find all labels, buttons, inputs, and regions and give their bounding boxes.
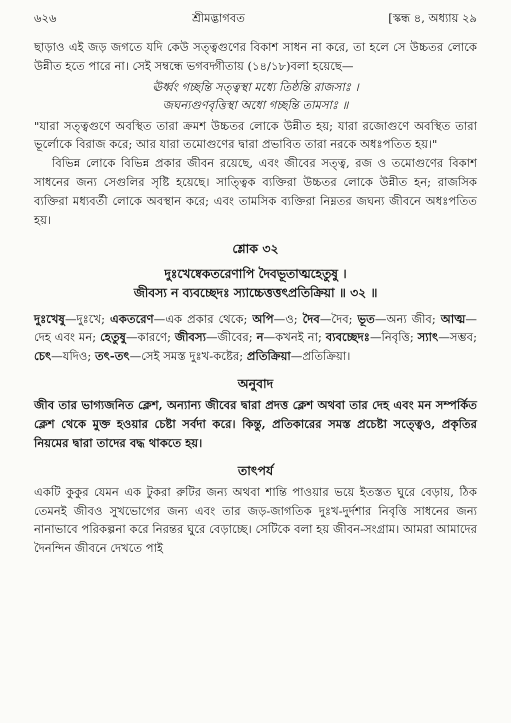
body-paragraph: বিভিন্ন লোকে বিভিন্ন প্রকার জীবন রয়েছে, এবং জীবের সত্ত্ব, রজ ও তমোগুণের বিকাশ সাধনের জন্য সেগুলির সৃষ্টি হয়েছে। সাত্ত্বিক ব্যক্তিরা উচ্চতর লোকে উন্নীত হন; রাজসিক ব্যক্তিরা মধ্যবর্তী লোকে অবস্থান করে; এবং তামসিক ব্যক্তিরা নিম্নতর জঘন্য জীবনে অধঃপতিত হয়। [34, 156, 477, 227]
sloka-verse [34, 264, 477, 302]
translation-heading: অনুবাদ [237, 376, 274, 392]
purport-heading: তাৎপর্য [237, 462, 274, 478]
synonym-term: ব্যবচ্ছেদঃ [325, 330, 370, 345]
gita-quote-line: ঊর্ধ্বং গচ্ছন্তি সত্ত্বস্থা মধ্যে তিষ্ঠন্তি রাজসাঃ । [152, 79, 359, 94]
synonym-term: দুঃখেষু [34, 311, 65, 326]
synonym-term: অপি [252, 311, 274, 326]
synonym-meaning: প্রতিক্রিয়া। [302, 349, 351, 364]
synonym-meaning: সম্ভব; [449, 330, 477, 345]
intro-paragraph: ছাড়াও এই জড় জগতে যদি কেউ সত্ত্বগুণের বিকাশ সাধন না করে, তা হলে সে উচ্চতর লোকে উন্নীত হতে পারে না। সেই সম্বন্ধে ভগবদ্গীতায় (১৪/১৮)বলা হয়েছে— [34, 40, 477, 73]
synonym-term: তৎ-তৎ [94, 349, 130, 364]
chapter-location: [স্কন্ধ ৪, অধ্যায় ২৯ [388, 10, 477, 25]
verse-line: দুঃখেষ্বেকতরেণাপি দৈবভূতাত্মহেতুষু । [164, 265, 347, 281]
synonym-meaning: কখনই না; [275, 330, 326, 345]
synonym-meaning: জীবের; [217, 330, 257, 345]
page-number: ৬২৬ [34, 10, 57, 25]
synonym-meaning: অন্য জীব; [386, 311, 441, 326]
synonym-term: ভূত [357, 311, 375, 326]
book-title: শ্রীমদ্ভাগবত [192, 10, 245, 25]
synonym-meaning: দৈব; [331, 311, 358, 326]
page-header [34, 6, 477, 30]
synonym-term: হেতুষু [100, 330, 126, 345]
synonym-term: ন [256, 330, 264, 345]
synonym-meaning: সেই সমস্ত দুঃখ-কষ্টের; [141, 349, 247, 364]
translation-text: জীব তার ভাগ্যজনিত ক্লেশ, অন্যান্য জীবের দ্বারা প্রদত্ত ক্লেশ অথবা তার দেহ এবং মন সম্পর্কিত ক্লেশ থেকে মুক্ত হওয়ার চেষ্টা সর্বদা করে। কিন্তু, প্রতিকারের সমস্ত প্রচেষ্টা সত্ত্বেও, প্রকৃতির নিয়মের দ্বারা তাদের বদ্ধ থাকতে হয়। [34, 398, 477, 450]
quote-explanation: "যারা সত্ত্বগুণে অবস্থিত তারা ক্রমশ উচ্চতর লোকে উন্নীত হয়; যারা রজোগুণে অবস্থিত তারা ভূর্লোকে বিরাজ করে; আর যারা তমোগুণের দ্বারা প্রভাবিত তারা নরকে অধঃপতিত হয়।" [34, 118, 477, 152]
synonyms-paragraph: দুঃখেষু—দুঃখে; একতরেণ—এক প্রকার থেকে; অপি—ও; দৈব—দৈব; ভূত—অন্য জীব; আত্ম—দেহ এবং মন; হেতুষু—কারণে; জীবস্য—জীবের; ন—কখনই না; ব্যবচ্ছেদঃ—নিবৃত্তি; স্যাৎ—সম্ভব; চেৎ—যদিও; তৎ-তৎ—সেই সমস্ত দুঃখ-কষ্টের; প্রতিক্রিয়া—প্রতিক্রিয়া। [34, 311, 478, 364]
synonym-term: আত্ম [440, 311, 466, 326]
synonym-meaning: নিবৃত্তি; [381, 330, 418, 345]
synonym-term: একতরেণ [109, 311, 154, 326]
synonym-meaning: দেহ এবং মন; [34, 330, 101, 345]
synonym-meaning: কারণে; [137, 330, 175, 345]
synonym-meaning: দুঃখে; [76, 311, 110, 326]
synonym-term: চেৎ [34, 349, 52, 364]
synonym-meaning: যদিও; [62, 349, 95, 364]
verse-line: জীবস্য ন ব্যবচ্ছেদঃ স্যাচ্চেত্তত্তৎপ্রতিক্রিয়া ॥ ৩২ ॥ [133, 284, 378, 300]
gita-quote [34, 78, 477, 115]
synonym-term: দৈব [302, 311, 320, 326]
synonym-term: জীবস্য [174, 330, 207, 345]
gita-quote-line: জঘন্যগুণবৃত্তিস্থা অধো গচ্ছন্তি তামসাঃ ॥ [162, 98, 349, 113]
synonym-meaning: এক প্রকার থেকে; [165, 311, 253, 326]
synonym-term: প্রতিক্রিয়া [246, 349, 291, 364]
sloka-heading: শ্লোক ৩২ [232, 241, 279, 257]
synonym-term: স্যাৎ [417, 330, 439, 345]
synonym-meaning: ও; [285, 311, 303, 326]
purport-text: একটি কুকুর যেমন এক টুকরা রুটির জন্য অথবা শান্তি পাওয়ার ভয়ে ইতস্তত ঘুরে বেড়ায়, ঠিক তেমনই জীবও সুখভোগের জন্য এবং তার জড়-জাগতিক দুঃখ-দুর্দশার নিবৃত্তি সাধনের জন্য নানাভাবে পরিকল্পনা করে নিরন্তর ঘুরে বেড়াচ্ছে। সেটিকে বলা হয় জীবন-সংগ্রাম। আমরা আমাদের দৈনন্দিন জীবনে দেখতে পাই [34, 484, 477, 556]
